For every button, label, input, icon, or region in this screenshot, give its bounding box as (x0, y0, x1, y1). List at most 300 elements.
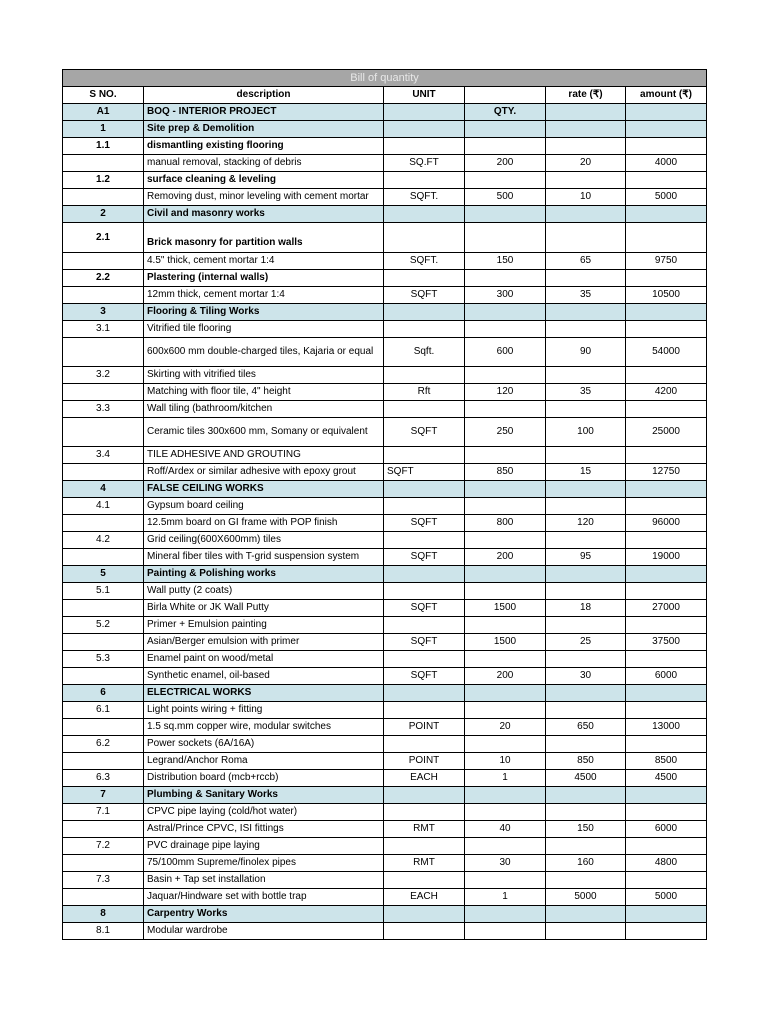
cell-description: Flooring & Tiling Works (144, 304, 384, 321)
cell-sno: 1 (63, 121, 144, 138)
cell-description: 4.5" thick, cement mortar 1:4 (144, 253, 384, 270)
cell-unit: SQ.FT (384, 155, 465, 172)
cell-amount (626, 270, 707, 287)
cell-amount (626, 583, 707, 600)
cell-unit (384, 804, 465, 821)
cell-unit (384, 447, 465, 464)
cell-description: Grid ceiling(600X600mm) tiles (144, 532, 384, 549)
cell-amount (626, 481, 707, 498)
cell-amount (626, 804, 707, 821)
cell-unit (384, 223, 465, 253)
cell-amount: 12750 (626, 464, 707, 481)
cell-qty (465, 206, 546, 223)
cell-qty (465, 804, 546, 821)
cell-sno: 6.1 (63, 702, 144, 719)
cell-unit: EACH (384, 889, 465, 906)
cell-sno (63, 464, 144, 481)
table-row (63, 223, 707, 253)
cell-amount: 19000 (626, 549, 707, 566)
section-row (63, 206, 707, 223)
table-row (63, 702, 707, 719)
header-description: description (144, 87, 384, 104)
cell-sno (63, 155, 144, 172)
cell-amount: 6000 (626, 821, 707, 838)
cell-qty: 200 (465, 668, 546, 685)
cell-amount (626, 104, 707, 121)
cell-amount: 5000 (626, 189, 707, 206)
cell-sno: 7.1 (63, 804, 144, 821)
table-row (63, 838, 707, 855)
cell-amount: 8500 (626, 753, 707, 770)
cell-qty (465, 270, 546, 287)
cell-sno: 4.1 (63, 498, 144, 515)
cell-description: FALSE CEILING WORKS (144, 481, 384, 498)
table-row (63, 189, 707, 206)
cell-rate: 120 (546, 515, 626, 532)
cell-rate (546, 787, 626, 804)
cell-unit: SQFT (384, 418, 465, 447)
cell-description: Carpentry Works (144, 906, 384, 923)
cell-qty: 20 (465, 719, 546, 736)
table-row (63, 651, 707, 668)
cell-amount (626, 702, 707, 719)
cell-rate: 650 (546, 719, 626, 736)
cell-unit: SQFT (384, 549, 465, 566)
cell-unit: RMT (384, 821, 465, 838)
cell-amount (626, 304, 707, 321)
cell-amount (626, 872, 707, 889)
cell-unit (384, 566, 465, 583)
cell-rate: 4500 (546, 770, 626, 787)
cell-rate (546, 804, 626, 821)
cell-qty (465, 685, 546, 702)
cell-description: Jaquar/Hindware set with bottle trap (144, 889, 384, 906)
header-amount: amount (₹) (626, 87, 707, 104)
cell-amount: 37500 (626, 634, 707, 651)
table-row (63, 770, 707, 787)
cell-qty: 150 (465, 253, 546, 270)
cell-qty (465, 172, 546, 189)
cell-sno (63, 719, 144, 736)
cell-qty: 1500 (465, 600, 546, 617)
cell-rate (546, 270, 626, 287)
table-row (63, 719, 707, 736)
table-row (63, 447, 707, 464)
cell-rate (546, 736, 626, 753)
cell-amount (626, 223, 707, 253)
cell-qty: 600 (465, 338, 546, 367)
cell-qty: 30 (465, 855, 546, 872)
cell-amount (626, 498, 707, 515)
cell-unit (384, 872, 465, 889)
cell-qty (465, 447, 546, 464)
cell-sno (63, 418, 144, 447)
cell-unit (384, 206, 465, 223)
cell-sno (63, 855, 144, 872)
cell-qty: 120 (465, 384, 546, 401)
cell-description: dismantling existing flooring (144, 138, 384, 155)
cell-unit (384, 685, 465, 702)
cell-description: Birla White or JK Wall Putty (144, 600, 384, 617)
cell-rate (546, 702, 626, 719)
cell-description: surface cleaning & leveling (144, 172, 384, 189)
table-row (63, 401, 707, 418)
title-row (63, 70, 707, 87)
cell-qty: 850 (465, 464, 546, 481)
table-row (63, 498, 707, 515)
section-row (63, 685, 707, 702)
cell-sno (63, 600, 144, 617)
cell-rate (546, 481, 626, 498)
cell-unit: SQFT. (384, 253, 465, 270)
section-row (63, 787, 707, 804)
cell-sno (63, 189, 144, 206)
cell-amount (626, 206, 707, 223)
cell-sno: A1 (63, 104, 144, 121)
cell-qty: 200 (465, 549, 546, 566)
cell-unit (384, 498, 465, 515)
cell-description: Asian/Berger emulsion with primer (144, 634, 384, 651)
table-row (63, 872, 707, 889)
cell-rate (546, 906, 626, 923)
cell-description: Gypsum board ceiling (144, 498, 384, 515)
cell-sno (63, 549, 144, 566)
cell-sno: 3.1 (63, 321, 144, 338)
cell-unit: SQFT (384, 287, 465, 304)
table-row (63, 253, 707, 270)
table-row (63, 889, 707, 906)
table-row (63, 367, 707, 384)
cell-qty (465, 121, 546, 138)
table-row (63, 464, 707, 481)
cell-amount (626, 447, 707, 464)
table-row (63, 270, 707, 287)
cell-rate (546, 923, 626, 940)
cell-sno: 1.1 (63, 138, 144, 155)
cell-unit (384, 736, 465, 753)
table-row (63, 804, 707, 821)
cell-rate (546, 566, 626, 583)
cell-unit (384, 321, 465, 338)
cell-sno: 2 (63, 206, 144, 223)
table-row (63, 338, 707, 367)
cell-amount (626, 367, 707, 384)
cell-amount (626, 138, 707, 155)
table-row (63, 532, 707, 549)
cell-sno (63, 384, 144, 401)
cell-sno: 7.2 (63, 838, 144, 855)
cell-amount: 96000 (626, 515, 707, 532)
cell-qty (465, 566, 546, 583)
cell-qty: 250 (465, 418, 546, 447)
cell-unit (384, 787, 465, 804)
cell-amount: 25000 (626, 418, 707, 447)
cell-qty (465, 702, 546, 719)
cell-amount: 6000 (626, 668, 707, 685)
cell-unit: EACH (384, 770, 465, 787)
cell-sno (63, 287, 144, 304)
cell-rate (546, 617, 626, 634)
cell-unit: POINT (384, 753, 465, 770)
cell-qty: 10 (465, 753, 546, 770)
cell-description: Legrand/Anchor Roma (144, 753, 384, 770)
cell-qty (465, 923, 546, 940)
cell-amount: 4000 (626, 155, 707, 172)
cell-amount (626, 736, 707, 753)
section-row (63, 481, 707, 498)
cell-rate (546, 838, 626, 855)
cell-amount (626, 401, 707, 418)
cell-rate: 35 (546, 384, 626, 401)
cell-sno (63, 889, 144, 906)
cell-qty (465, 838, 546, 855)
cell-description: manual removal, stacking of debris (144, 155, 384, 172)
cell-amount: 4500 (626, 770, 707, 787)
cell-description: Basin + Tap set installation (144, 872, 384, 889)
cell-rate: 90 (546, 338, 626, 367)
cell-unit (384, 401, 465, 418)
cell-sno: 2.2 (63, 270, 144, 287)
cell-amount (626, 532, 707, 549)
cell-unit (384, 651, 465, 668)
table-row (63, 821, 707, 838)
cell-rate (546, 367, 626, 384)
cell-description: Skirting with vitrified tiles (144, 367, 384, 384)
cell-unit: SQFT (384, 634, 465, 651)
cell-qty (465, 906, 546, 923)
cell-description: Brick masonry for partition walls (144, 223, 384, 253)
cell-description: Site prep & Demolition (144, 121, 384, 138)
cell-sno: 8 (63, 906, 144, 923)
table-row (63, 384, 707, 401)
cell-qty: 40 (465, 821, 546, 838)
cell-qty (465, 223, 546, 253)
cell-description: Enamel paint on wood/metal (144, 651, 384, 668)
cell-sno: 3.2 (63, 367, 144, 384)
cell-qty (465, 498, 546, 515)
cell-sno: 7.3 (63, 872, 144, 889)
cell-amount (626, 787, 707, 804)
cell-qty (465, 583, 546, 600)
cell-sno: 5.3 (63, 651, 144, 668)
header-unit: UNIT (384, 87, 465, 104)
section-row (63, 906, 707, 923)
cell-description: Modular wardrobe (144, 923, 384, 940)
table-row (63, 753, 707, 770)
cell-rate (546, 138, 626, 155)
cell-sno: 5 (63, 566, 144, 583)
cell-qty (465, 736, 546, 753)
cell-description: 75/100mm Supreme/finolex pipes (144, 855, 384, 872)
cell-unit (384, 138, 465, 155)
cell-unit (384, 104, 465, 121)
cell-rate: 35 (546, 287, 626, 304)
cell-sno: 4.2 (63, 532, 144, 549)
cell-unit: SQFT (384, 515, 465, 532)
cell-qty (465, 367, 546, 384)
table-row (63, 855, 707, 872)
cell-unit (384, 304, 465, 321)
cell-unit: POINT (384, 719, 465, 736)
cell-description: Wall tiling (bathroom/kitchen (144, 401, 384, 418)
cell-amount: 4200 (626, 384, 707, 401)
table-row (63, 923, 707, 940)
cell-amount (626, 923, 707, 940)
cell-unit: RMT (384, 855, 465, 872)
table-row (63, 418, 707, 447)
header-rate: rate (₹) (546, 87, 626, 104)
header-qty (465, 87, 546, 104)
cell-qty (465, 401, 546, 418)
table-row (63, 287, 707, 304)
table-row (63, 172, 707, 189)
cell-description: Mineral fiber tiles with T-grid suspension system (144, 549, 384, 566)
cell-description: ELECTRICAL WORKS (144, 685, 384, 702)
cell-description: 12.5mm board on GI frame with POP finish (144, 515, 384, 532)
cell-rate (546, 223, 626, 253)
cell-description: PVC drainage pipe laying (144, 838, 384, 855)
cell-rate: 65 (546, 253, 626, 270)
table-row (63, 736, 707, 753)
cell-unit (384, 532, 465, 549)
table-row (63, 617, 707, 634)
cell-rate (546, 304, 626, 321)
header-sno: S NO. (63, 87, 144, 104)
cell-rate: 15 (546, 464, 626, 481)
cell-sno: 4 (63, 481, 144, 498)
cell-sno: 6.3 (63, 770, 144, 787)
cell-description: Light points wiring + fitting (144, 702, 384, 719)
cell-qty (465, 532, 546, 549)
cell-amount (626, 121, 707, 138)
cell-rate (546, 447, 626, 464)
table-row (63, 668, 707, 685)
cell-sno: 3.4 (63, 447, 144, 464)
cell-unit (384, 121, 465, 138)
cell-sno: 5.2 (63, 617, 144, 634)
cell-sno (63, 253, 144, 270)
cell-qty (465, 304, 546, 321)
cell-qty: 500 (465, 189, 546, 206)
cell-amount: 10500 (626, 287, 707, 304)
cell-amount (626, 321, 707, 338)
cell-description: Synthetic enamel, oil-based (144, 668, 384, 685)
cell-qty (465, 787, 546, 804)
cell-rate: 18 (546, 600, 626, 617)
cell-description: Plumbing & Sanitary Works (144, 787, 384, 804)
cell-description: Roff/Ardex or similar adhesive with epoxy grout (144, 464, 384, 481)
cell-sno: 5.1 (63, 583, 144, 600)
cell-description: Vitrified tile flooring (144, 321, 384, 338)
cell-sno: 1.2 (63, 172, 144, 189)
cell-unit (384, 906, 465, 923)
cell-rate: 160 (546, 855, 626, 872)
cell-qty: 1 (465, 770, 546, 787)
cell-sno (63, 753, 144, 770)
cell-qty: 200 (465, 155, 546, 172)
cell-rate (546, 532, 626, 549)
cell-qty: 1500 (465, 634, 546, 651)
table-row (63, 600, 707, 617)
cell-description: 600x600 mm double-charged tiles, Kajaria or equal (144, 338, 384, 367)
cell-amount: 27000 (626, 600, 707, 617)
boq-table-body (63, 70, 707, 940)
table-row (63, 321, 707, 338)
cell-qty (465, 321, 546, 338)
cell-unit (384, 923, 465, 940)
cell-unit (384, 270, 465, 287)
cell-unit: SQFT (384, 464, 465, 481)
cell-description: Plastering (internal walls) (144, 270, 384, 287)
cell-qty: 800 (465, 515, 546, 532)
cell-description: BOQ - INTERIOR PROJECT (144, 104, 384, 121)
cell-amount (626, 617, 707, 634)
cell-description: 1.5 sq.mm copper wire, modular switches (144, 719, 384, 736)
cell-sno (63, 515, 144, 532)
cell-rate: 95 (546, 549, 626, 566)
cell-unit: SQFT (384, 600, 465, 617)
cell-unit: Sqft. (384, 338, 465, 367)
cell-sno (63, 668, 144, 685)
cell-unit: SQFT (384, 668, 465, 685)
cell-description: Civil and masonry works (144, 206, 384, 223)
cell-amount (626, 838, 707, 855)
cell-rate (546, 321, 626, 338)
section-row (63, 566, 707, 583)
cell-amount (626, 906, 707, 923)
cell-description: TILE ADHESIVE AND GROUTING (144, 447, 384, 464)
table-row (63, 138, 707, 155)
cell-unit: SQFT. (384, 189, 465, 206)
cell-rate (546, 172, 626, 189)
cell-description: Wall putty (2 coats) (144, 583, 384, 600)
cell-amount: 13000 (626, 719, 707, 736)
cell-rate (546, 685, 626, 702)
cell-unit (384, 838, 465, 855)
cell-rate: 25 (546, 634, 626, 651)
cell-rate: 20 (546, 155, 626, 172)
cell-sno: 3.3 (63, 401, 144, 418)
cell-rate (546, 401, 626, 418)
cell-description: Ceramic tiles 300x600 mm, Somany or equivalent (144, 418, 384, 447)
cell-amount: 4800 (626, 855, 707, 872)
cell-unit (384, 702, 465, 719)
section-row (63, 104, 707, 121)
cell-unit (384, 172, 465, 189)
cell-amount (626, 172, 707, 189)
cell-sno (63, 634, 144, 651)
cell-amount: 54000 (626, 338, 707, 367)
cell-sno: 6 (63, 685, 144, 702)
cell-qty (465, 138, 546, 155)
header-row (63, 87, 707, 104)
cell-sno: 6.2 (63, 736, 144, 753)
cell-sno: 2.1 (63, 223, 144, 253)
cell-description: Distribution board (mcb+rccb) (144, 770, 384, 787)
cell-description: Removing dust, minor leveling with cement mortar (144, 189, 384, 206)
cell-unit (384, 367, 465, 384)
cell-rate (546, 206, 626, 223)
cell-unit (384, 583, 465, 600)
cell-qty (465, 481, 546, 498)
cell-description: Astral/Prince CPVC, ISI fittings (144, 821, 384, 838)
cell-unit (384, 617, 465, 634)
section-row (63, 304, 707, 321)
cell-unit: Rft (384, 384, 465, 401)
cell-description: CPVC pipe laying (cold/hot water) (144, 804, 384, 821)
cell-rate: 5000 (546, 889, 626, 906)
cell-rate: 150 (546, 821, 626, 838)
